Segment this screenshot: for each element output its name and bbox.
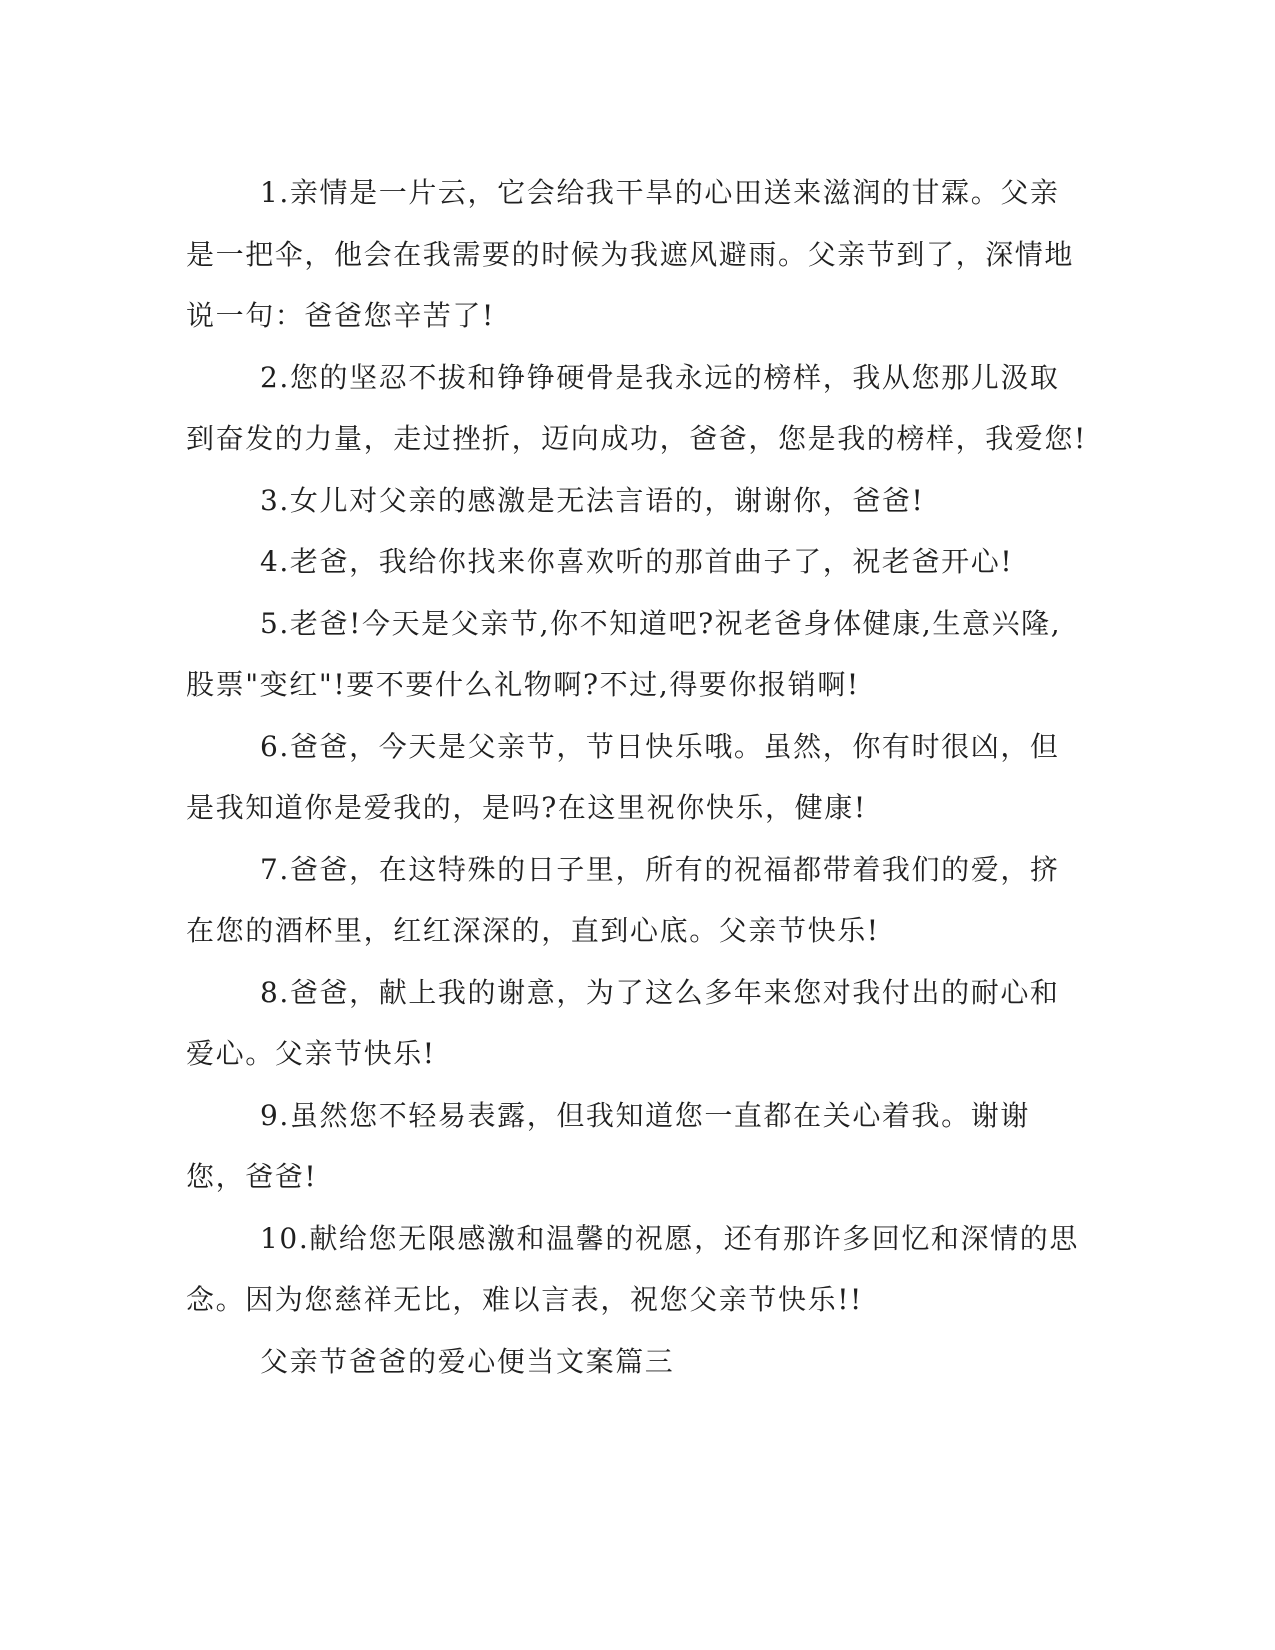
paragraph-6: 6.爸爸，今天是父亲节，节日快乐哦。虽然，你有时很凶，但是我知道你是爱我的，是吗?在这里祝你快乐，健康! — [186, 729, 1060, 824]
paragraph-3: 3.女儿对父亲的感激是无法言语的，谢谢你，爸爸! — [260, 483, 925, 517]
paragraph-4: 4.老爸，我给你找来你喜欢听的那首曲子了，祝老爸开心! — [260, 545, 1014, 578]
paragraph-9: 9.虽然您不轻易表露，但我知道您一直都在关心着我。谢谢您，爸爸! — [186, 1098, 1030, 1193]
document-body — [186, 162, 1088, 1392]
paragraph-7: 7.爸爸，在这特殊的日子里，所有的祝福都带着我们的爱，挤在您的酒杯里，红红深深的，直到心底。父亲节快乐! — [186, 852, 1060, 947]
paragraph-2: 2.您的坚忍不拔和铮铮硬骨是我永远的榜样，我从您那儿汲取到奋发的力量，走过挫折，迈向成功，爸爸，您是我的榜样，我爱您! — [186, 360, 1087, 455]
paragraph-8: 8.爸爸，献上我的谢意，为了这么多年来您对我付出的耐心和爱心。父亲节快乐! — [186, 975, 1060, 1070]
paragraph-10: 10.献给您无限感激和温馨的祝愿，还有那许多回忆和深情的思念。因为您慈祥无比，难以言表，祝您父亲节快乐!! — [186, 1221, 1079, 1316]
section-heading: 父亲节爸爸的爱心便当文案篇三 — [260, 1344, 675, 1378]
paragraph-5: 5.老爸!今天是父亲节,你不知道吧?祝老爸身体健康,生意兴隆,股票"变红"!要不要什么礼物啊?不过,得要你报销啊! — [186, 606, 1062, 701]
paragraph-1: 1.亲情是一片云，它会给我干旱的心田送来滋润的甘霖。父亲是一把伞，他会在我需要的时候为我遮风避雨。父亲节到了，深情地说一句：爸爸您辛苦了! — [186, 176, 1075, 332]
